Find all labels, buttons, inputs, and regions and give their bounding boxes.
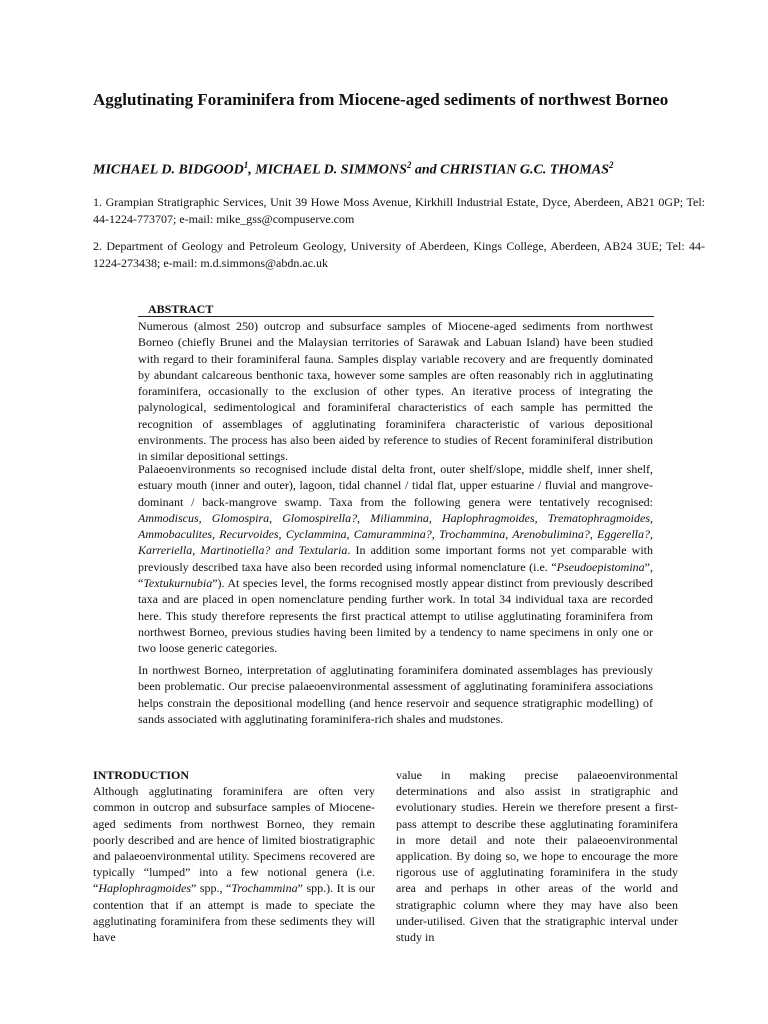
author-3-affil-mark: 2 — [609, 160, 614, 170]
author-1: MICHAEL D. BIDGOOD — [93, 162, 244, 178]
introduction-right-column — [396, 767, 678, 945]
affiliation-2: 2. Department of Geology and Petroleum Geology, University of Aberdeen, Kings College, Aberdeen, AB24 3UE; Tel: 44-1224-273438; e-mail: m.d.simmons@abdn.ac.uk — [93, 239, 705, 270]
intro-text: Although agglutinating foraminifera are often very common in outcrop and subsurface samples of Miocene-aged sediments from northwest Borneo, they remain poorly described and are hence of limited biostratigraphic and palaeoenvironmental utility. Specimens recovered are typically “lumped” into a few notional genera (i.e. “ — [93, 784, 375, 896]
genus-name: Haplophragmoides — [98, 881, 191, 896]
abstract-paragraph-3: In northwest Borneo, interpretation of agglutinating foraminifera dominated assemblages has previously been problematic. Our precise palaeoenvironmental assessment of agglutinating foraminifera associations helps constrain the depositional modelling (and hence reservoir and sequence stratigraphic modelling) of sands associated with agglutinating foraminifera-rich shales and mudstones. — [138, 663, 653, 726]
abstract-p2-text: . In addition some important forms not yet comparable with previously described taxa have also been recorded using informal nomenclature (i.e. “ — [138, 543, 653, 574]
introduction-paragraph — [93, 783, 375, 945]
informal-taxon: Pseudoepistomina — [556, 559, 645, 574]
genera-list: Ammodiscus, Glomospira, Glomospirella?, Miliammina, Haplophragmoides, Trematophragmoides, Ammobaculites, Recurvoides, Cyclammina, Camurammina?, Trochammina, Arenobulimina?, Eggerella?, Karreriella, Martinotiella? and Textularia — [138, 510, 653, 558]
author-line — [93, 160, 733, 179]
author-3: CHRISTIAN G.C. THOMAS — [440, 162, 609, 178]
abstract-p2-text: ”, “ — [138, 559, 653, 591]
author-separator: , — [248, 162, 256, 178]
author-separator: and — [411, 162, 441, 178]
author-2: MICHAEL D. SIMMONS — [255, 162, 407, 178]
abstract-p2-text: ”). At species level, the forms recognised mostly appear distinct from previously described taxa and are placed in open nomenclature pending further work. In total 34 individual taxa are recorded here. This study therefore represents the first practical attempt to utilise agglutinating foraminifera from northwest Borneo, previous studies having been limited by a tendency to name specimens in only one or two loose generic categories. — [138, 576, 653, 656]
author-2-affil-mark: 2 — [406, 160, 412, 170]
abstract-paragraph-2 — [138, 461, 653, 657]
intro-text: ” spp., “ — [191, 881, 232, 896]
introduction-paragraph-continued: value in making precise palaeoenvironmental determinations and also assist in stratigraphic and evolutionary studies. Herein we therefore present a first-pass attempt to describe these agglutinating foraminifera in more detail and note their palaeoenvironmental application. By doing so, we hope to encourage the more rigorous use of agglutinating foraminifera in the study area and perhaps in other areas of the world and stratigraphic column where they may have also been under-utilised. Given that the stratigraphic interval under study in — [396, 768, 678, 945]
intro-text: ” spp.). It is our contention that if an attempt is made to speciate the agglutinating foraminifera from these sediments they will have — [93, 881, 375, 945]
affiliation-1: 1. Grampian Stratigraphic Services, Unit 39 Howe Moss Avenue, Kirkhill Industrial Estate, Dyce, Aberdeen, AB21 0GP; Tel: 44-1224-773707; e-mail: mike_gss@compuserve.com — [93, 195, 705, 226]
introduction-left-column — [93, 767, 375, 945]
genus-name: Trochammina — [231, 881, 298, 896]
informal-taxon: Textukurnubia — [143, 576, 213, 591]
paper-title: Agglutinating Foraminifera from Miocene-aged sediments of northwest Borneo — [93, 90, 669, 109]
abstract-paragraph-1: Numerous (almost 250) outcrop and subsurface samples of Miocene-aged sediments from northwest Borneo (chiefly Brunei and the Malaysian territories of Sarawak and Labuan Island) have been studied with regard to their foraminiferal fauna. Samples display variable recovery and are frequently dominated by abundant calcareous benthonic taxa, however some samples are often reasonably rich in agglutinating foraminifera, occasionally to the exclusion of other types. An iterative process of integrating the palynological, sedimentological and foraminiferal characteristics of each sample has permitted the recognition of assemblages of agglutinating foraminifera characteristic of various depositional environments. The process has also been aided by reference to studies of Recent foraminiferal distribution in similar depositional settings. — [138, 319, 653, 464]
abstract-divider — [138, 316, 654, 317]
abstract-p2-text: Palaeoenvironments so recognised include distal delta front, outer shelf/slope, middle shelf, inner shelf, estuary mouth (inner and outer), lagoon, tidal channel / tidal flat, upper estuarine / fluvial and mangrove-dominant / back-mangrove swamp. Taxa from the following genera were tentatively recognised: — [138, 462, 653, 509]
author-1-affil-mark: 1 — [243, 160, 249, 170]
abstract-heading: ABSTRACT — [148, 302, 214, 316]
introduction-heading: INTRODUCTION — [93, 768, 190, 782]
